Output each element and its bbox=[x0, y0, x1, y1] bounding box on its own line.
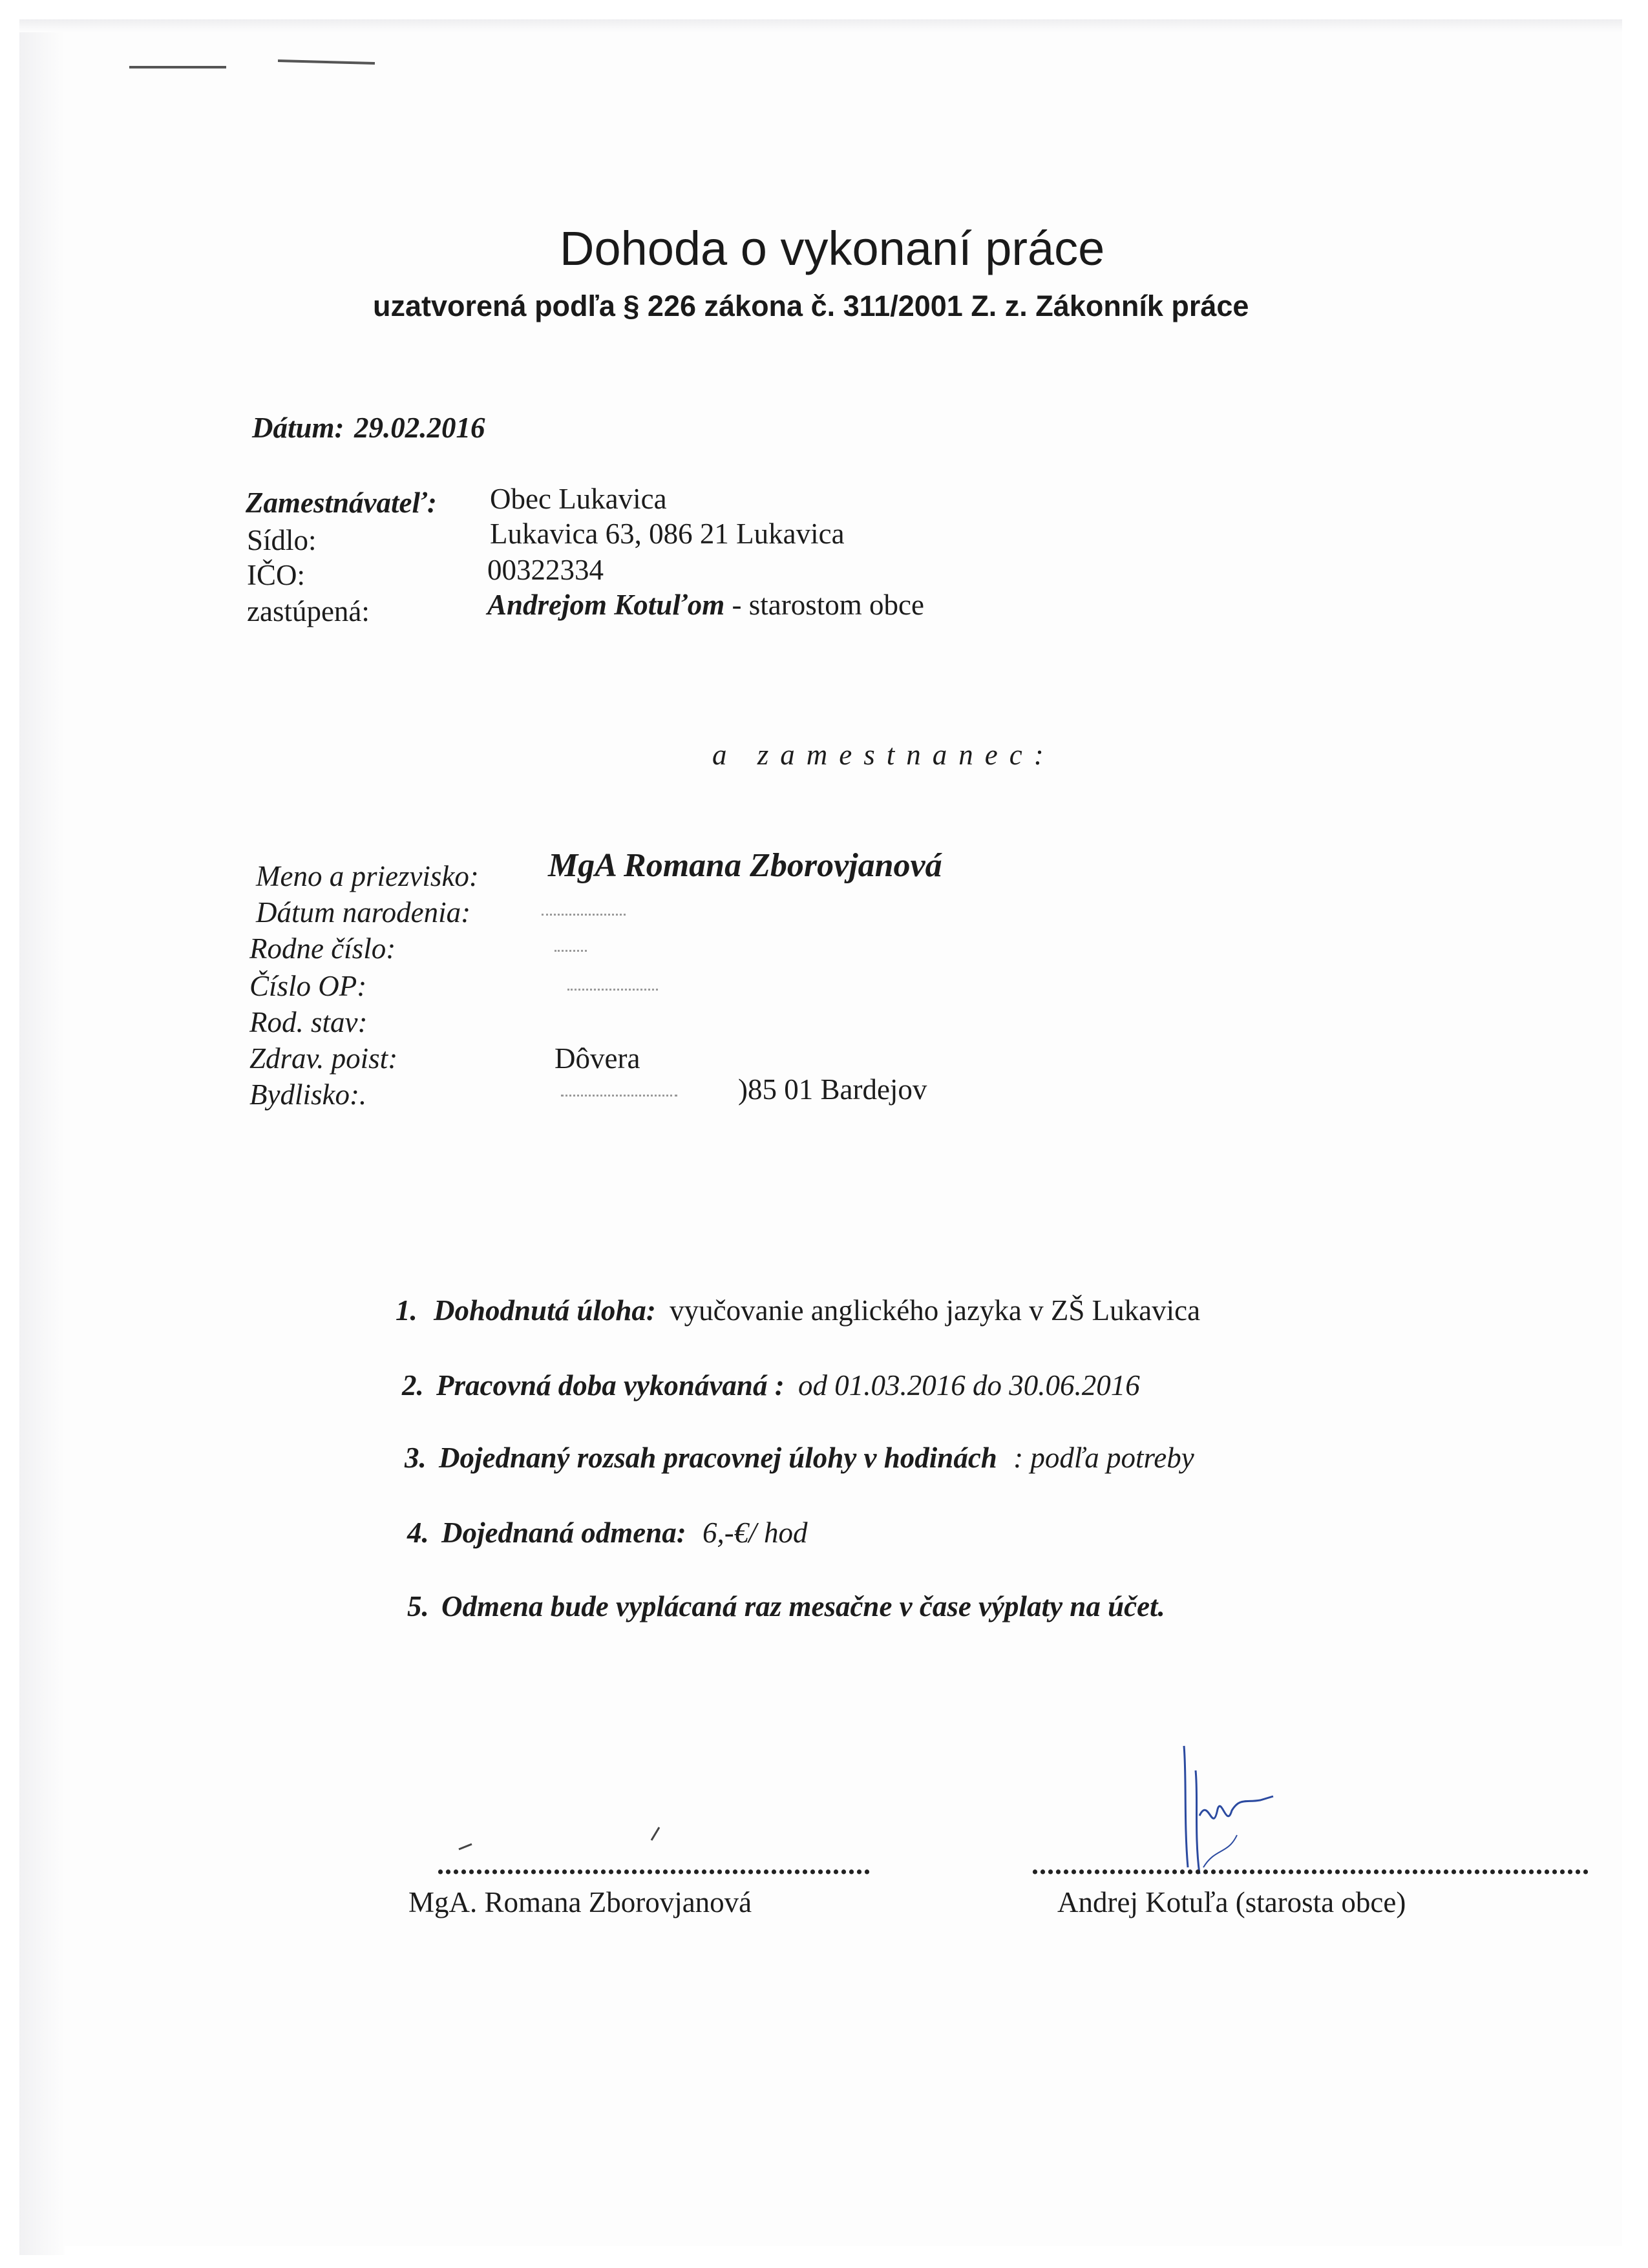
scan-edge bbox=[19, 19, 65, 2255]
employee-signature-line: ........................................................ bbox=[437, 1849, 871, 1880]
term-value: vyučovanie anglického jazyka v ZŠ Lukavica bbox=[670, 1294, 1201, 1327]
term-2 bbox=[402, 1369, 1140, 1402]
term-number: 2. bbox=[402, 1369, 424, 1402]
term-4 bbox=[407, 1516, 808, 1549]
employee-heading: a zamestnanec: bbox=[712, 739, 1055, 771]
term-number: 5. bbox=[407, 1590, 429, 1622]
address-label: Bydlisko:. bbox=[249, 1078, 367, 1111]
health-insurance-label: Zdrav. poist: bbox=[249, 1042, 398, 1075]
term-label: Pracovná doba vykonávaná : bbox=[436, 1369, 785, 1402]
document-subtitle: uzatvorená podľa § 226 zákona č. 311/2001 Z. z. Zákonník práce bbox=[373, 289, 1249, 322]
birth-date-label: Dátum narodenia: bbox=[256, 896, 471, 929]
term-value: : podľa potreby bbox=[1013, 1442, 1194, 1474]
representative-role: - starostom obce bbox=[732, 589, 924, 621]
term-3 bbox=[405, 1441, 1194, 1475]
term-label: Dojednaná odmena: bbox=[441, 1517, 686, 1549]
ico-label: IČO: bbox=[247, 559, 305, 591]
term-value: 6,-€/ hod bbox=[703, 1517, 808, 1549]
term-number: 3. bbox=[405, 1442, 427, 1474]
date-value: 29.02.2016 bbox=[354, 412, 485, 444]
redacted-birth-date bbox=[542, 911, 626, 916]
redacted-address bbox=[561, 1092, 677, 1097]
scan-edge bbox=[19, 19, 1622, 32]
representative-line bbox=[487, 588, 924, 622]
term-label: Dohodnutá úloha: bbox=[434, 1294, 656, 1327]
health-insurance-value: Dôvera bbox=[555, 1042, 640, 1075]
marital-status-label: Rod. stav: bbox=[249, 1006, 368, 1038]
redacted-birth-number bbox=[555, 947, 587, 952]
date-label: Dátum: bbox=[252, 412, 344, 444]
representative-label: zastúpená: bbox=[247, 595, 370, 627]
document-title: Dohoda o vykonaní práce bbox=[560, 222, 1105, 275]
term-label: Dojednaný rozsah pracovnej úlohy v hodinách bbox=[439, 1442, 997, 1474]
birth-number-label: Rodne číslo: bbox=[249, 932, 396, 965]
term-1 bbox=[396, 1294, 1200, 1327]
employer-name: Obec Lukavica bbox=[490, 483, 667, 515]
address-value: )85 01 Bardejov bbox=[738, 1073, 927, 1106]
scan-mark bbox=[129, 66, 226, 68]
representative-name: Andrejom Kotuľom bbox=[487, 589, 725, 621]
employer-signature-line: ........................................................................ bbox=[1031, 1849, 1590, 1880]
term-5 bbox=[407, 1590, 1165, 1623]
employer-heading: Zamestnávateľ: bbox=[246, 487, 437, 519]
term-label: Odmena bude vyplácaná raz mesačne v čase výplaty na účet. bbox=[441, 1590, 1165, 1622]
employee-name-value: MgA Romana Zborovjanová bbox=[548, 847, 942, 884]
term-number: 1. bbox=[396, 1294, 417, 1327]
seat-label: Sídlo: bbox=[247, 524, 317, 556]
ico-value: 00322334 bbox=[487, 554, 604, 586]
redacted-id-card bbox=[567, 986, 658, 991]
employee-signature-name: MgA. Romana Zborovjanová bbox=[408, 1886, 752, 1918]
seat-value: Lukavica 63, 086 21 Lukavica bbox=[490, 518, 845, 550]
employer-signature-name: Andrej Kotuľa (starosta obce) bbox=[1057, 1886, 1406, 1918]
id-card-label: Číslo OP: bbox=[249, 970, 367, 1002]
term-value: od 01.03.2016 do 30.06.2016 bbox=[798, 1369, 1140, 1402]
term-number: 4. bbox=[407, 1517, 429, 1549]
name-label: Meno a priezvisko: bbox=[256, 860, 479, 892]
